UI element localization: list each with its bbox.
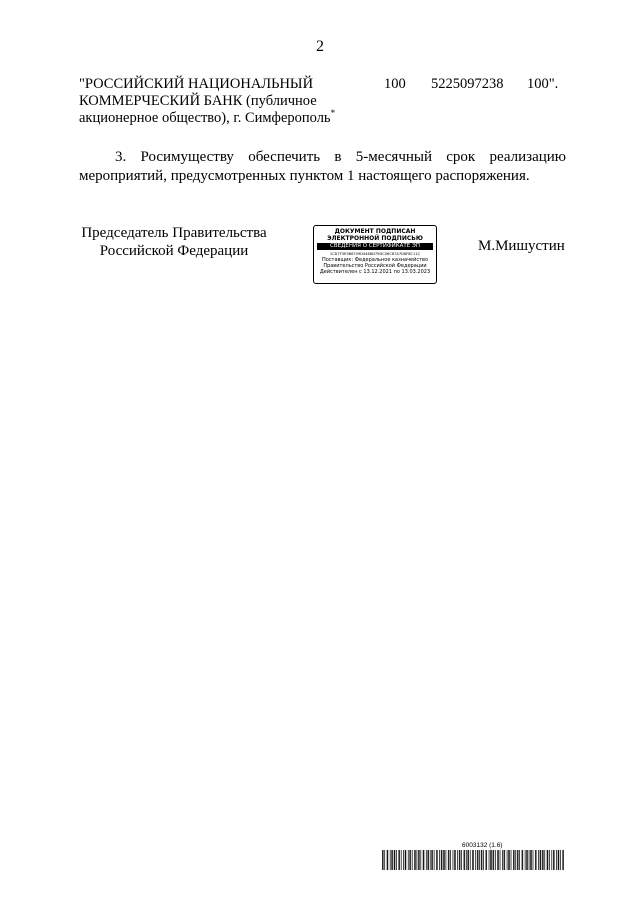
org-name-line-1: "РОССИЙСКИЙ НАЦИОНАЛЬНЫЙ [79, 76, 314, 92]
barcode-bar [527, 850, 528, 870]
barcode-bar [525, 850, 526, 870]
stamp-line-1: ДОКУМЕНТ ПОДПИСАН [334, 228, 416, 235]
barcode-bar [493, 850, 494, 870]
barcode-bar [508, 850, 509, 870]
barcode-bar [544, 850, 545, 870]
barcode-bar [420, 850, 421, 870]
barcode-bar [426, 850, 427, 870]
barcode-bar [460, 850, 461, 870]
barcode-bar [412, 850, 413, 870]
org-name-line-3 [79, 110, 339, 127]
barcode-bar [477, 850, 478, 870]
stamp-serial: 1CD7F3E9B8709D4468D79DC06C87A7D8F8C11C [329, 252, 421, 256]
barcode-bar [554, 850, 555, 870]
barcode-bar [533, 850, 534, 870]
barcode-bar [423, 850, 424, 870]
barcode-bar [441, 850, 442, 870]
barcode-bar [446, 850, 447, 870]
barcode-bar [450, 850, 451, 870]
barcode-bar [396, 850, 397, 870]
barcode-bar [556, 850, 557, 870]
barcode-bar [543, 850, 544, 870]
barcode-bar [502, 850, 503, 870]
barcode-bar [530, 850, 531, 870]
electronic-signature-stamp [313, 225, 437, 284]
organization-name [79, 76, 339, 127]
barcode-bar [509, 850, 510, 870]
barcode-bar [439, 850, 440, 870]
barcode-bar [464, 850, 465, 870]
barcode-bar [432, 850, 433, 870]
barcode-bar [428, 850, 429, 870]
barcode-bar [410, 850, 411, 870]
barcode-bar [470, 850, 471, 870]
barcode-bar [395, 850, 396, 870]
barcode-bar [560, 850, 561, 870]
barcode-bar [531, 850, 532, 870]
barcode-bar [497, 850, 498, 870]
barcode-bar [482, 850, 483, 870]
barcode-bar [507, 850, 508, 870]
stamp-certificate-band: СВЕДЕНИЯ О СЕРТИФИКАТЕ ЭП [317, 243, 433, 250]
barcode-bar [406, 850, 407, 870]
org-name-line-2: КОММЕРЧЕСКИЙ БАНК (публичное [79, 93, 317, 109]
barcode-bar [498, 850, 499, 870]
barcode-bar [383, 850, 384, 870]
inn-value: 5225097238 [431, 76, 504, 92]
barcode-bar [466, 850, 467, 870]
barcode-bar [481, 850, 482, 870]
barcode-bar [519, 850, 520, 870]
barcode-bar [542, 850, 543, 870]
share-value: 100 [384, 76, 406, 92]
barcode-bar [489, 850, 490, 870]
barcode-bar [434, 850, 435, 870]
barcode-bar [522, 850, 523, 870]
barcode-bar [382, 850, 383, 870]
barcode-bar [401, 850, 402, 870]
barcode-bar [486, 850, 487, 870]
barcode-bar [522, 850, 523, 870]
barcode-bar [478, 850, 479, 870]
barcode-bar [551, 850, 552, 870]
barcode-bar [408, 850, 409, 870]
barcode-bar [437, 850, 438, 870]
barcode-bar [540, 850, 541, 870]
signer-name: М.Мишустин [478, 238, 565, 254]
barcode-bar [558, 850, 559, 870]
barcode-bar [500, 850, 501, 870]
barcode-bar [424, 850, 425, 870]
barcode-bar [418, 850, 419, 870]
barcode-bar [387, 850, 388, 870]
percent-value: 100". [527, 76, 559, 92]
clause-3-paragraph: 3. Росимуществу обеспечить в 5-месячный срок реализацию мероприятий, предусмотренных пунктом 1 настоящего распоряжения. [79, 149, 566, 184]
signer-position-line-2: Российской Федерации [99, 243, 249, 259]
footnote-mark: * [330, 108, 336, 119]
barcode-label: 6003132 (1.6) [462, 842, 503, 849]
barcode-bar [540, 850, 541, 870]
barcode-bar [535, 850, 536, 870]
stamp-validity: Действителен с 13.12.2021 по 13.03.2023 [319, 269, 431, 276]
barcode-bar [517, 850, 518, 870]
barcode-bar [486, 850, 487, 870]
barcode-bar [479, 850, 480, 870]
barcode-bar [398, 850, 399, 870]
barcode-bar [513, 850, 514, 870]
barcode-bar [483, 850, 484, 870]
barcode-bar [444, 850, 445, 870]
barcode-bar [387, 850, 388, 870]
barcode-bar [443, 850, 444, 870]
barcode-bar [449, 850, 450, 870]
barcode-bar [493, 850, 494, 870]
barcode-bar [547, 850, 548, 870]
barcode-bar [549, 850, 550, 870]
barcode-bar [473, 850, 474, 870]
barcode-bar [559, 850, 560, 870]
barcode-bar [436, 850, 437, 870]
barcode-bar [472, 850, 473, 870]
barcode-bar [417, 850, 418, 870]
barcode-bar [405, 850, 406, 870]
barcode-bar [536, 850, 537, 870]
barcode-bar [475, 850, 476, 870]
barcode-bar [548, 850, 549, 870]
barcode-bar [394, 850, 395, 870]
barcode-bar [504, 850, 505, 870]
barcode-bar [518, 850, 519, 870]
stamp-line-2: ЭЛЕКТРОННОЙ ПОДПИСЬЮ [327, 235, 423, 242]
signer-position [79, 224, 269, 260]
barcode-bar [511, 850, 512, 870]
barcode-bar [495, 850, 496, 870]
barcode-bar [526, 850, 527, 870]
barcode-bar [504, 850, 505, 870]
barcode-bar [538, 850, 539, 870]
barcode-bar [461, 850, 462, 870]
barcode-bar [442, 850, 443, 870]
barcode-bar [455, 850, 456, 870]
barcode-bar [409, 850, 410, 870]
signer-position-line-1: Председатель Правительства [81, 225, 267, 241]
barcode-bar [514, 850, 515, 870]
barcode-bar [448, 850, 449, 870]
barcode-bar [453, 850, 454, 870]
barcode-bar [529, 850, 530, 870]
barcode-bar [490, 850, 491, 870]
barcode-bar [390, 850, 391, 870]
barcode-bar [399, 850, 400, 870]
barcode-bar [563, 850, 564, 870]
barcode-bar [454, 850, 455, 870]
barcode-bar [562, 850, 563, 870]
org-name-line-3-text: акционерное общество), г. Симферополь [79, 110, 331, 126]
stamp-supplier: Поставщик: Федеральное казначейство [321, 257, 429, 263]
barcode-bar [403, 850, 404, 870]
barcode-bar [391, 850, 392, 870]
barcode-bar [428, 850, 429, 870]
barcode-bar [468, 850, 469, 870]
barcode-bar [491, 850, 492, 870]
barcode-bar [553, 850, 554, 870]
barcode-bar [384, 850, 385, 870]
barcode-image [382, 850, 564, 870]
barcode-bar [415, 850, 416, 870]
barcode-bar [430, 850, 431, 870]
barcode-bar [457, 850, 458, 870]
stamp-owner: Правительство Российской Федерации [323, 263, 427, 270]
barcode-bar [515, 850, 516, 870]
barcode-bar [468, 850, 469, 870]
barcode-bar [431, 850, 432, 870]
barcode-bar [392, 850, 393, 870]
barcode-bar [419, 850, 420, 870]
barcode-bar [414, 850, 415, 870]
page-number: 2 [316, 38, 324, 55]
barcode-bar [464, 850, 465, 870]
organization-row [79, 76, 566, 127]
barcode-bar [459, 850, 460, 870]
